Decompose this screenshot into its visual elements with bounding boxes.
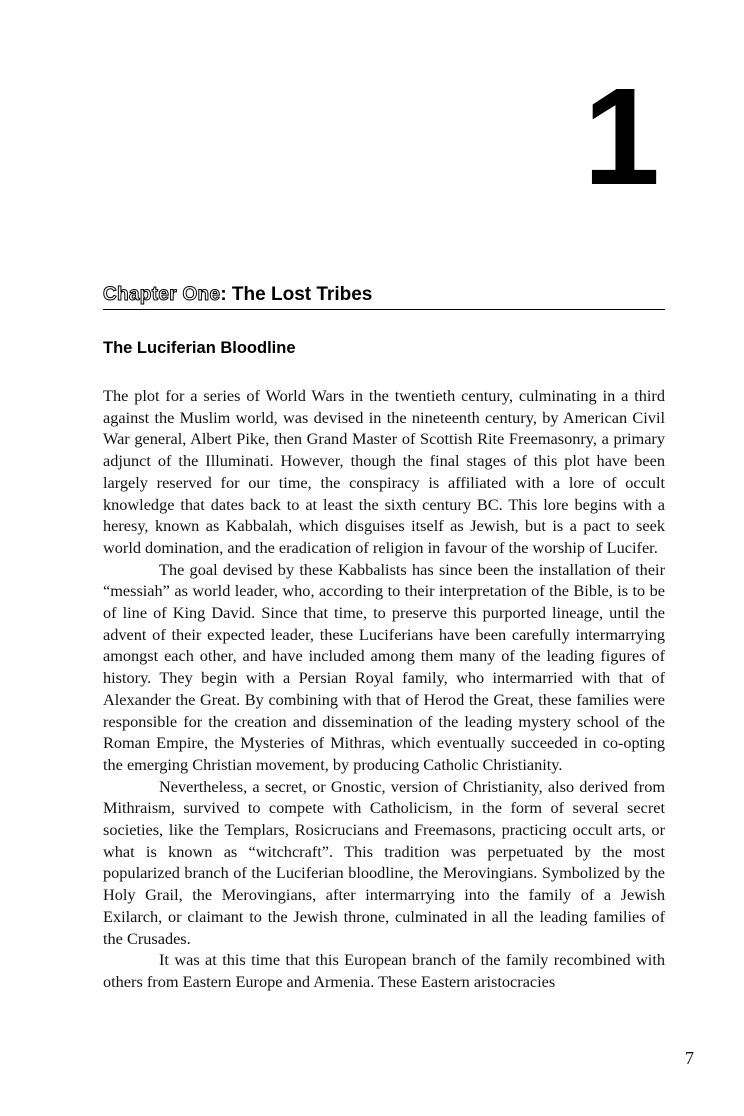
- section-heading: The Luciferian Bloodline: [103, 339, 296, 357]
- paragraph: The plot for a series of World Wars in the twentieth century, culminating in a third against the Muslim world, was devised in the nineteenth century, by American Civil War general, Albert Pike, then Grand Master of Scottish Rite Freemasonry, a primary adjunct of the Illuminati. However, though the final stages of this plot have been largely reserved for our time, the conspiracy is affiliated with a lore of occult knowledge that dates back to at least the sixth century BC. This lore begins with a heresy, known as Kabbalah, which disguises itself as Jewish, but is a pact to seek world domination, and the eradication of religion in favour of the worship of Lucifer.: [103, 386, 665, 557]
- page-number: 7: [685, 1048, 694, 1068]
- chapter-number: 1: [583, 60, 660, 214]
- chapter-title: : The Lost Tribes: [220, 284, 373, 305]
- paragraph: It was at this time that this European branch of the family recombined with others from Eastern Europe and Armenia. These Eastern aristocracies: [103, 950, 665, 991]
- body-text: [103, 385, 665, 993]
- paragraph: Nevertheless, a secret, or Gnostic, version of Christianity, also derived from Mithraism, survived to compete with Catholicism, in the form of several secret societies, like the Templars, Rosicrucians and Freemasons, practicing occult arts, or what is known as “witchcraft”. This tradition was perpetuated by the most popularized branch of the Luciferian bloodline, the Merovingians. Symbolized by the Holy Grail, the Merovingians, after intermarrying into the family of a Jewish Exilarch, or claimant to the Jewish throne, culminated in all the leading families of the Crusades.: [103, 776, 665, 948]
- paragraph: The goal devised by these Kabbalists has since been the installation of their “messiah” as world leader, who, according to their interpretation of the Bible, is to be of line of King David. Since that time, to preserve this purported lineage, until the advent of their expected leader, these Luciferians have been carefully intermarrying amongst each other, and have included among them many of the leading figures of history. They begin with a Persian Royal family, who intermarried with that of Alexander the Great. By combining with that of Herod the Great, these families were responsible for the creation and dissemination of the leading mystery school of the Roman Empire, the Mysteries of Mithras, which eventually succeeded in co-opting the emerging Christian movement, by producing Catholic Christianity.: [103, 559, 665, 774]
- chapter-label: Chapter One: [103, 284, 221, 305]
- chapter-heading: [103, 284, 665, 310]
